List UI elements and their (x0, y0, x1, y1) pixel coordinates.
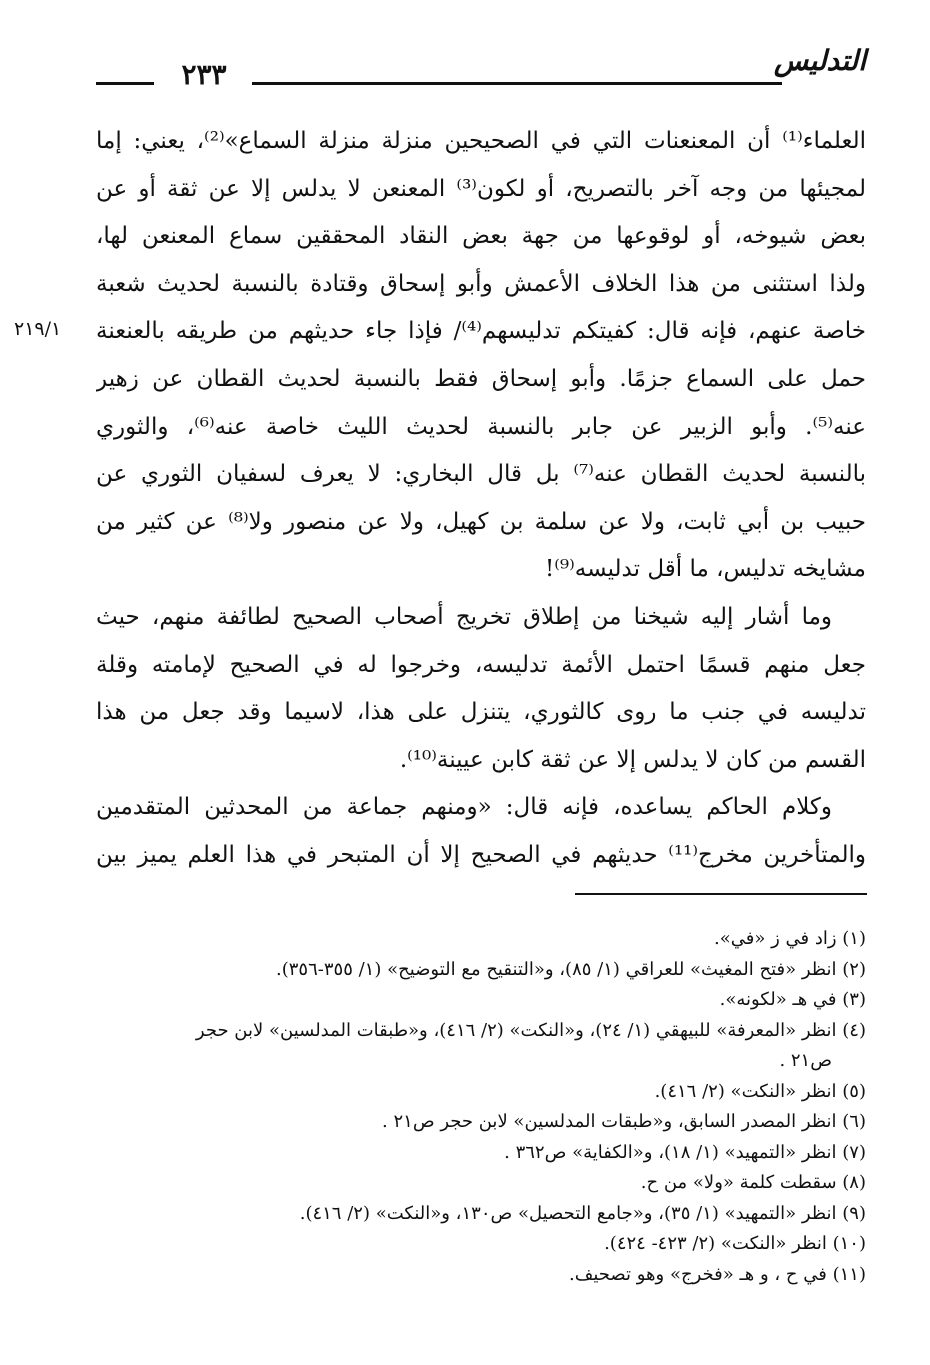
footnote: (٩) انظر «التمهيد» (١/ ٣٥)، و«جامع التحصيل» ص١٣٠، و«النكت» (٢/ ٤١٦). (299, 1202, 866, 1224)
footnote-continuation: ص٢١ . (779, 1050, 832, 1071)
footnote: (٧) انظر «التمهيد» (١/ ١٨)، و«الكفاية» ص٣٦٢ . (504, 1141, 866, 1163)
running-title: التدليس (773, 44, 866, 77)
page-header (96, 40, 866, 90)
margin-note: ٢١٩/١ (14, 318, 62, 340)
header-rule-left (96, 82, 154, 85)
header-rule-right (252, 82, 782, 85)
body-text (96, 118, 866, 880)
footnote: (٨) سقطت كلمة «ولا» من ح. (640, 1172, 866, 1193)
body-line: وما أشار إليه شيخنا من إطلاق تخريج أصحاب الصحيح لطائفة منهم، حيث (96, 603, 832, 630)
footnote: (١٠) انظر «النكت» (٢/ ٤٢٣- ٤٢٤). (604, 1233, 866, 1254)
body-line: خاصة عنهم، فإنه قال: كفيتكم تدليسهم⁽⁴⁾/ فإذا جاء حديثهم من طريقه بالعنعنة (96, 318, 866, 345)
footnotes (96, 924, 866, 1290)
body-line: جعل منهم قسمًا احتمل الأئمة تدليسه، وخرجوا له في الصحيح لإمامته وقلة (96, 651, 866, 678)
body-line: لمجيئها من وجه آخر بالتصريح، أو لكون⁽³⁾ المعنعن لا يدلس إلا عن ثقة أو عن (96, 175, 866, 202)
body-line: حمل على السماع جزمًا. وأبو إسحاق فقط بالنسبة لحديث القطان عن زهير (96, 365, 866, 392)
body-line: حبيب بن أبي ثابت، ولا عن سلمة بن كهيل، ولا عن منصور ولا⁽⁸⁾ عن كثير من (96, 508, 866, 535)
body-line: تدليسه في جنب ما روى كالثوري، يتنزل على هذا، لاسيما وقد جعل من هذا (96, 699, 866, 726)
footnote: (١) زاد في ز «في». (714, 928, 866, 949)
footnote: (٥) انظر «النكت» (٢/ ٤١٦). (654, 1080, 866, 1102)
body-line: بالنسبة لحديث القطان عنه⁽⁷⁾ بل قال البخاري: لا يعرف لسفيان الثوري عن (96, 461, 866, 488)
body-line: ولذا استثنى من هذا الخلاف الأعمش وأبو إسحاق وقتادة بالنسبة لحديث شعبة (96, 270, 866, 297)
footnote: (٢) انظر «فتح المغيث» للعراقي (١/ ٨٥)، و«التنقيح مع التوضيح» (١/ ٣٥٥-٣٥٦). (276, 958, 866, 980)
footnote: (١١) في ح ، و هـ «فخرج» وهو تصحيف. (569, 1263, 866, 1285)
footnote: (٦) انظر المصدر السابق، و«طبقات المدلسين» لابن حجر ص٢١ . (382, 1111, 866, 1132)
body-line: مشايخه تدليس، ما أقل تدليسه⁽⁹⁾! (544, 556, 866, 583)
body-line: العلماء⁽¹⁾ أن المعنعنات التي في الصحيحين منزلة منزلة السماع»⁽²⁾، يعني: إما (96, 128, 866, 154)
footnote: (٣) في هـ «لكونه». (719, 989, 866, 1010)
footnote: (٤) انظر «المعرفة» للبيهقي (١/ ٢٤)، و«النكت» (٢/ ٤١٦)، و«طبقات المدلسين» لابن حجر (195, 1019, 866, 1041)
body-line: وكلام الحاكم يساعده، فإنه قال: «ومنهم جماعة من المحدثين المتقدمين (96, 794, 832, 821)
body-line: بعض شيوخه، أو لوقوعها من جهة بعض النقاد المحققين سماع المعنعن لها، (96, 223, 866, 250)
body-line: عنه⁽⁵⁾. وأبو الزبير عن جابر بالنسبة لحديث الليث خاصة عنه⁽⁶⁾، والثوري (96, 413, 866, 440)
body-line: القسم من كان لا يدلس إلا عن ثقة كابن عيينة⁽¹⁰⁾. (399, 746, 866, 773)
page-number: ٢٣٣ (181, 58, 227, 91)
body-line: والمتأخرين مخرج⁽¹¹⁾ حديثهم في الصحيح إلا أن المتبحر في هذا العلم يميز بين (96, 841, 866, 868)
footnote-separator (575, 893, 867, 895)
